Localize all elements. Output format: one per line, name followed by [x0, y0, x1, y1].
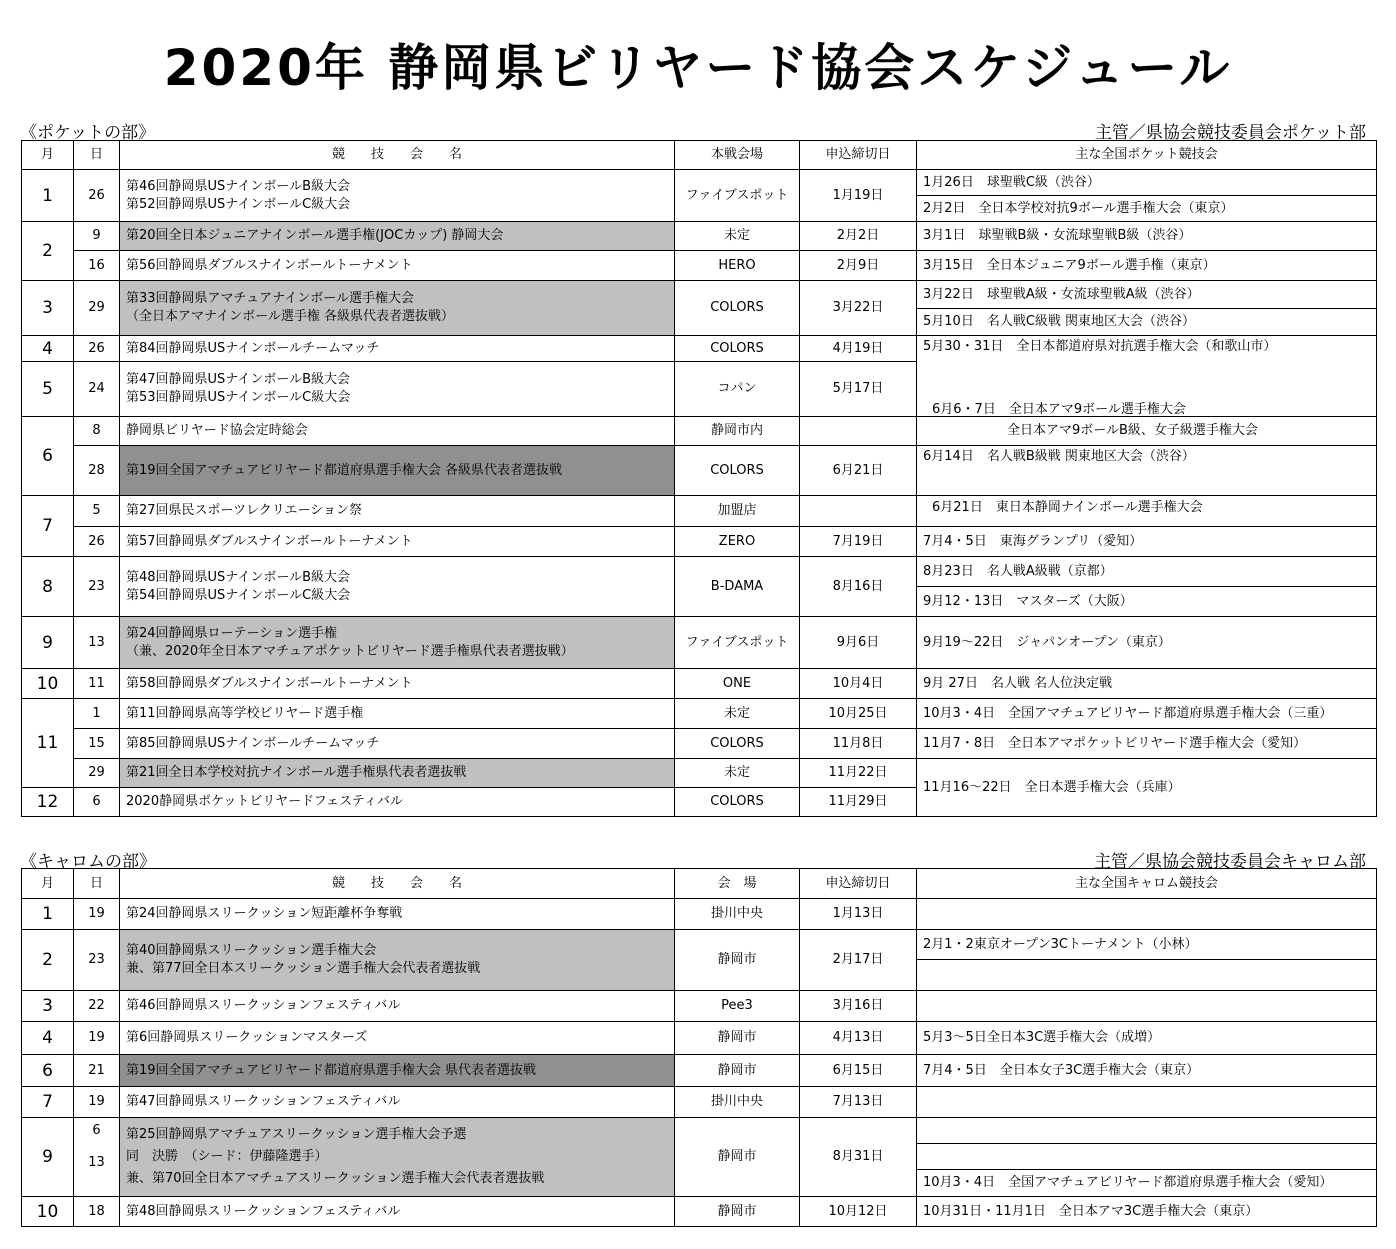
- venue-cell: 未定: [675, 699, 800, 729]
- event-name-cell: 第58回静岡県ダブルスナインボールトーナメント: [120, 669, 675, 699]
- event-name-cell: [120, 170, 675, 222]
- deadline-cell: 5月17日: [800, 362, 917, 417]
- month-cell: 1: [22, 170, 74, 222]
- day-cell: 9: [74, 222, 120, 251]
- venue-cell: HERO: [675, 251, 800, 281]
- event-name-cell: 第27回県民スポーツレクリエーション祭: [120, 496, 675, 527]
- table-row: [22, 1118, 1377, 1144]
- table-row: [22, 699, 1377, 729]
- month-cell: 5: [22, 362, 74, 417]
- day-cell: 13: [74, 617, 120, 669]
- day-cell: 28: [74, 446, 120, 496]
- day-cell: 18: [74, 1197, 120, 1227]
- col-header-venue: 本戦会場: [675, 141, 800, 170]
- national-event-cell: 全日本アマ9ボールB級、女子級選手権大会: [917, 417, 1377, 446]
- month-cell: 3: [22, 991, 74, 1022]
- venue-cell: ONE: [675, 669, 800, 699]
- event-name-line: 第24回静岡県ローテーション選手権: [126, 625, 338, 641]
- table-row: [22, 1087, 1377, 1118]
- deadline-cell: [800, 496, 917, 527]
- deadline-cell: 4月13日: [800, 1022, 917, 1055]
- national-event-cell: 3月1日 球聖戦B級・女流球聖戦B級（渋谷）: [917, 222, 1377, 251]
- deadline-cell: 3月16日: [800, 991, 917, 1022]
- event-name-cell: 第19回全国アマチュアビリヤード都道府県選手権大会 各級県代表者選抜戦: [120, 446, 675, 496]
- month-cell: 7: [22, 496, 74, 557]
- month-cell: 1: [22, 899, 74, 930]
- national-event-cell: 1月26日 球聖戦C級（渋谷）: [917, 170, 1377, 196]
- day-cell: 8: [74, 417, 120, 446]
- venue-cell: 静岡市: [675, 930, 800, 991]
- day-cell: 19: [74, 1022, 120, 1055]
- table-row: [22, 759, 1377, 788]
- national-event-cell: 2月1・2東京オープン3Cトーナメント（小林）: [917, 930, 1377, 960]
- col-header-national: 主な全国ポケット競技会: [917, 141, 1377, 170]
- national-event-cell: 10月31日・11月1日 全日本アマ3C選手権大会（東京）: [917, 1197, 1377, 1227]
- day-cell: 6: [74, 788, 120, 817]
- day-cell: 29: [74, 759, 120, 788]
- day-cell: 22: [74, 991, 120, 1022]
- day-cell: 19: [74, 899, 120, 930]
- deadline-cell: 6月15日: [800, 1055, 917, 1087]
- event-name-cell: 第19回全国アマチュアビリヤード都道府県選手権大会 県代表者選抜戦: [120, 1055, 675, 1087]
- table-row: [22, 251, 1377, 281]
- deadline-cell: 6月21日: [800, 446, 917, 496]
- national-event-cell: [917, 899, 1377, 930]
- venue-cell: Pee3: [675, 991, 800, 1022]
- venue-cell: 未定: [675, 759, 800, 788]
- national-event-cell: 11月16～22日 全日本選手権大会（兵庫）: [917, 759, 1377, 817]
- col-header-month: 月: [22, 141, 74, 170]
- day-cell: 24: [74, 362, 120, 417]
- national-event-text: 6月21日 東日本静岡ナインボール選手権大会: [932, 500, 1203, 515]
- event-name-line: 第48回静岡県USナインボールB級大会: [126, 569, 351, 585]
- event-name-cell: 第84回静岡県USナインボールチームマッチ: [120, 336, 675, 362]
- event-name-line: 第40回静岡県スリークッション選手権大会: [126, 943, 377, 958]
- month-cell: 6: [22, 1055, 74, 1087]
- month-cell: 3: [22, 281, 74, 336]
- col-header-month: 月: [22, 869, 74, 899]
- national-event-cell: 6月14日 名人戦B級戦 関東地区大会（渋谷）: [917, 446, 1377, 496]
- day-cell: 11: [74, 669, 120, 699]
- national-event-cell: 7月4・5日 全日本女子3C選手権大会（東京）: [917, 1055, 1377, 1087]
- deadline-cell: 2月2日: [800, 222, 917, 251]
- national-event-cell: 3月15日 全日本ジュニア9ボール選手権（東京）: [917, 251, 1377, 281]
- venue-cell: 掛川中央: [675, 899, 800, 930]
- national-event-cell: [917, 1144, 1377, 1170]
- venue-cell: 静岡市: [675, 1118, 800, 1197]
- table-row: [22, 446, 1377, 496]
- venue-cell: コパン: [675, 362, 800, 417]
- event-name-cell: 第56回静岡県ダブルスナインボールトーナメント: [120, 251, 675, 281]
- table-row: [22, 729, 1377, 759]
- table-row: [22, 1197, 1377, 1227]
- carom-section-label: 《キャロムの部》: [20, 852, 156, 872]
- deadline-cell: 11月8日: [800, 729, 917, 759]
- deadline-cell: 7月19日: [800, 527, 917, 557]
- col-header-venue: 会 場: [675, 869, 800, 899]
- event-name-cell: 第48回静岡県スリークッションフェスティバル: [120, 1197, 675, 1227]
- national-event-cell: 10月3・4日 全国アマチュアビリヤード都道府県選手権大会（三重）: [917, 699, 1377, 729]
- month-cell: 8: [22, 557, 74, 617]
- carom-table: [21, 868, 1377, 1227]
- event-name-cell: 第11回静岡県高等学校ビリヤード選手権: [120, 699, 675, 729]
- national-event-cell: 3月22日 球聖戦A級・女流球聖戦A級（渋谷）: [917, 281, 1377, 309]
- deadline-cell: [800, 417, 917, 446]
- national-event-cell: 9月19～22日 ジャパンオープン（東京）: [917, 617, 1377, 669]
- venue-cell: COLORS: [675, 446, 800, 496]
- event-name-line: 兼、第77回全日本スリークッション選手権大会代表者選抜戦: [126, 961, 481, 976]
- month-cell: 11: [22, 699, 74, 788]
- deadline-cell: 2月9日: [800, 251, 917, 281]
- deadline-cell: 1月19日: [800, 170, 917, 222]
- event-name-line: 第52回静岡県USナインボールC級大会: [126, 196, 351, 212]
- event-name-cell: 第21回全日本学校対抗ナインボール選手権県代表者選抜戦: [120, 759, 675, 788]
- col-header-name: 競 技 会 名: [120, 869, 675, 899]
- col-header-name: 競 技 会 名: [120, 141, 675, 170]
- col-header-deadline: 申込締切日: [800, 141, 917, 170]
- national-event-cell: 7月4・5日 東海グランプリ（愛知）: [917, 527, 1377, 557]
- day-line: 13: [88, 1155, 105, 1170]
- day-cell: 21: [74, 1055, 120, 1087]
- table-row: [22, 991, 1377, 1022]
- month-cell: 7: [22, 1087, 74, 1118]
- venue-cell: 静岡市: [675, 1022, 800, 1055]
- col-header-national: 主な全国キャロム競技会: [917, 869, 1377, 899]
- venue-cell: COLORS: [675, 788, 800, 817]
- event-name-cell: [120, 930, 675, 991]
- month-cell: 9: [22, 1118, 74, 1197]
- month-cell: 2: [22, 930, 74, 991]
- event-name-cell: [120, 557, 675, 617]
- national-event-cell: 8月23日 名人戦A級戦（京都）: [917, 557, 1377, 587]
- day-cell: 26: [74, 527, 120, 557]
- national-event-text: 6月6・7日 全日本アマ9ボール選手権大会: [932, 402, 1186, 417]
- national-event-cell: 9月 27日 名人戦 名人位決定戦: [917, 669, 1377, 699]
- national-event-cell: 2月2日 全日本学校対抗9ボール選手権大会（東京）: [917, 196, 1377, 222]
- national-event-cell: 5月3～5日全日本3C選手権大会（成増）: [917, 1022, 1377, 1055]
- venue-cell: 加盟店: [675, 496, 800, 527]
- event-name-line: 第33回静岡県アマチュアナインボール選手権大会: [126, 291, 414, 306]
- event-name-line: 兼、第70回全日本アマチュアスリークッション選手権大会代表者選抜戦: [126, 1171, 545, 1186]
- national-event-cell: [917, 1118, 1377, 1144]
- table-row: [22, 557, 1377, 587]
- month-cell: 6: [22, 417, 74, 496]
- national-event-cell: [917, 1087, 1377, 1118]
- venue-cell: 静岡市: [675, 1197, 800, 1227]
- event-name-cell: 静岡県ビリヤード協会定時総会: [120, 417, 675, 446]
- deadline-cell: 8月16日: [800, 557, 917, 617]
- national-event-cell: 10月3・4日 全国アマチュアビリヤード都道府県選手権大会（愛知）: [917, 1170, 1377, 1197]
- event-name-cell: 第47回静岡県スリークッションフェスティバル: [120, 1087, 675, 1118]
- month-cell: 4: [22, 1022, 74, 1055]
- table-row: [22, 1022, 1377, 1055]
- event-name-cell: 第24回静岡県スリークッション短距離杯争奪戦: [120, 899, 675, 930]
- event-name-line: 第46回静岡県USナインボールB級大会: [126, 178, 351, 194]
- event-name-cell: 第46回静岡県スリークッションフェスティバル: [120, 991, 675, 1022]
- table-row: [22, 1055, 1377, 1087]
- event-name-cell: [120, 617, 675, 669]
- col-header-day: 日: [74, 869, 120, 899]
- month-cell: 10: [22, 669, 74, 699]
- table-row: [22, 222, 1377, 251]
- event-name-cell: [120, 281, 675, 336]
- day-line: 6: [92, 1123, 101, 1138]
- venue-cell: ファイブスポット: [675, 170, 800, 222]
- venue-cell: COLORS: [675, 336, 800, 362]
- col-header-deadline: 申込締切日: [800, 869, 917, 899]
- month-cell: 12: [22, 788, 74, 817]
- deadline-cell: 9月6日: [800, 617, 917, 669]
- event-name-line: 第47回静岡県USナインボールB級大会: [126, 372, 351, 387]
- deadline-cell: 2月17日: [800, 930, 917, 991]
- venue-cell: ファイブスポット: [675, 617, 800, 669]
- day-cell: 1: [74, 699, 120, 729]
- carom-organizer: 主管／県協会競技委員会キャロム部: [1094, 852, 1366, 872]
- day-cell: 23: [74, 930, 120, 991]
- day-cell: 16: [74, 251, 120, 281]
- table-row: [22, 527, 1377, 557]
- page-title: 2020年 静岡県ビリヤード協会スケジュール: [163, 39, 1233, 97]
- month-cell: 10: [22, 1197, 74, 1227]
- day-cell: 15: [74, 729, 120, 759]
- venue-cell: COLORS: [675, 281, 800, 336]
- table-row: [22, 281, 1377, 309]
- table-row: [22, 336, 1377, 362]
- month-cell: 4: [22, 336, 74, 362]
- day-cell: 19: [74, 1087, 120, 1118]
- national-event-cell: 5月30・31日 全日本都道府県対抗選手権大会（和歌山市）: [917, 336, 1377, 417]
- deadline-cell: 10月25日: [800, 699, 917, 729]
- table-row: [22, 669, 1377, 699]
- deadline-cell: 4月19日: [800, 336, 917, 362]
- event-name-line: 第53回静岡県USナインボールC級大会: [126, 390, 351, 405]
- deadline-cell: 10月12日: [800, 1197, 917, 1227]
- day-cell: 29: [74, 281, 120, 336]
- deadline-cell: 11月29日: [800, 788, 917, 817]
- national-event-cell: [917, 991, 1377, 1022]
- deadline-cell: 10月4日: [800, 669, 917, 699]
- table-row: [22, 170, 1377, 196]
- event-name-line: 同 決勝 （シード：伊藤隆選手）: [126, 1149, 328, 1164]
- event-name-cell: 2020静岡県ポケットビリヤードフェスティバル: [120, 788, 675, 817]
- venue-cell: 掛川中央: [675, 1087, 800, 1118]
- month-cell: 9: [22, 617, 74, 669]
- venue-cell: B-DAMA: [675, 557, 800, 617]
- deadline-cell: 11月22日: [800, 759, 917, 788]
- venue-cell: 未定: [675, 222, 800, 251]
- event-name-line: （兼、2020年全日本アマチュアポケットビリヤード選手権県代表者選抜戦）: [126, 643, 574, 659]
- table-row: [22, 930, 1377, 960]
- table-row: [22, 617, 1377, 669]
- national-event-cell: 9月12・13日 マスターズ（大阪）: [917, 587, 1377, 617]
- event-name-line: 第54回静岡県USナインボールC級大会: [126, 587, 351, 603]
- venue-cell: 静岡市: [675, 1055, 800, 1087]
- event-name-cell: [120, 1118, 675, 1197]
- national-event-cell: 5月10日 名人戦C級戦 関東地区大会（渋谷）: [917, 309, 1377, 336]
- event-name-line: 第25回静岡県アマチュアスリークッション選手権大会予選: [126, 1127, 467, 1142]
- event-name-cell: 第85回静岡県USナインボールチームマッチ: [120, 729, 675, 759]
- national-event-cell: 11月7・8日 全日本アマポケットビリヤード選手権大会（愛知）: [917, 729, 1377, 759]
- venue-cell: 静岡市内: [675, 417, 800, 446]
- pocket-table: [21, 140, 1377, 817]
- pocket-section-label: 《ポケットの部》: [20, 123, 156, 143]
- pocket-organizer: 主管／県協会競技委員会ポケット部: [1094, 123, 1366, 143]
- deadline-cell: 1月13日: [800, 899, 917, 930]
- table-row: [22, 417, 1377, 446]
- national-event-cell: [917, 960, 1377, 991]
- deadline-cell: 8月31日: [800, 1118, 917, 1197]
- day-cell: 5: [74, 496, 120, 527]
- day-cell: 26: [74, 170, 120, 222]
- venue-cell: COLORS: [675, 729, 800, 759]
- day-cell: [74, 1118, 120, 1197]
- venue-cell: ZERO: [675, 527, 800, 557]
- deadline-cell: 3月22日: [800, 281, 917, 336]
- col-header-day: 日: [74, 141, 120, 170]
- event-name-cell: [120, 362, 675, 417]
- deadline-cell: 7月13日: [800, 1087, 917, 1118]
- day-cell: 26: [74, 336, 120, 362]
- event-name-cell: 第6回静岡県スリークッションマスターズ: [120, 1022, 675, 1055]
- event-name-line: （全日本アマナインボール選手権 各級県代表者選抜戦）: [126, 309, 454, 324]
- event-name-cell: 第57回静岡県ダブルスナインボールトーナメント: [120, 527, 675, 557]
- month-cell: 2: [22, 222, 74, 281]
- day-cell: 23: [74, 557, 120, 617]
- event-name-cell: 第20回全日本ジュニアナインボール選手権(JOCカップ) 静岡大会: [120, 222, 675, 251]
- table-row: [22, 899, 1377, 930]
